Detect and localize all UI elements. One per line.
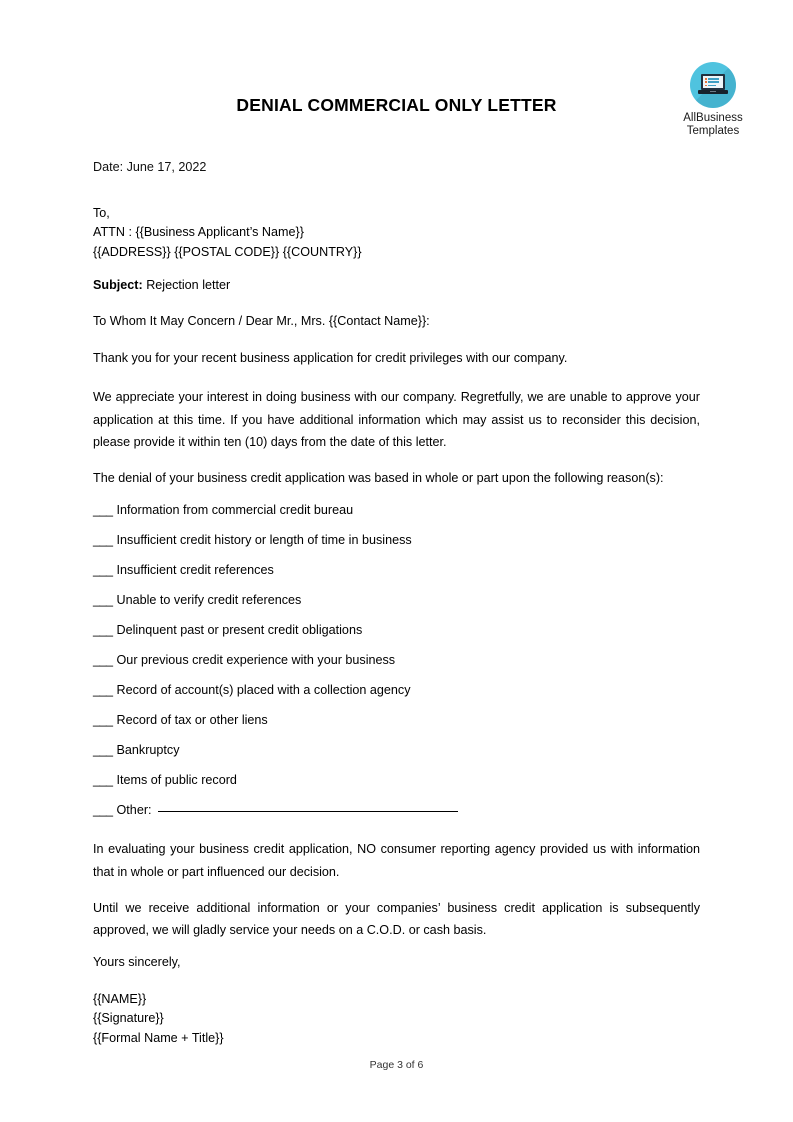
checklist-item-label: Record of account(s) placed with a collection agency xyxy=(116,683,411,698)
checklist-item[interactable] xyxy=(93,592,700,622)
checklist-item[interactable] xyxy=(93,742,700,772)
checklist-item[interactable] xyxy=(93,712,700,742)
paragraph-intro: Thank you for your recent business application for credit privileges with our company. xyxy=(93,351,568,366)
checklist-item[interactable] xyxy=(93,532,700,562)
checklist-blank[interactable]: ___ xyxy=(93,803,113,818)
checklist-blank[interactable]: ___ xyxy=(93,563,113,578)
checklist-blank[interactable]: ___ xyxy=(93,653,113,668)
document-bullet-icon xyxy=(705,78,707,80)
checklist-item-label: Record of tax or other liens xyxy=(116,713,268,728)
checklist-blank[interactable]: ___ xyxy=(93,503,113,518)
checklist-item-label: Bankruptcy xyxy=(116,743,180,758)
checklist-blank[interactable]: ___ xyxy=(93,743,113,758)
checklist-blank[interactable]: ___ xyxy=(93,773,113,788)
page-title: DENIAL COMMERCIAL ONLY LETTER xyxy=(236,95,557,115)
checklist-item[interactable] xyxy=(93,682,700,712)
paragraph-regret: We appreciate your interest in doing business with our company. Regretfully, we are unable to approve your application at this time. If you have additional information which may assist us to reconsider this decision, please provide it within ten (10) days from the date of this letter. xyxy=(93,389,700,450)
document-body xyxy=(93,158,700,1049)
logo-wordmark-line1: AllBusiness xyxy=(683,112,743,124)
subject-label: Subject: xyxy=(93,278,143,293)
signature-block xyxy=(93,990,700,1049)
paragraph-reasons-lead: The denial of your business credit application was based in whole or part upon the following reason(s): xyxy=(93,470,664,485)
subject-line xyxy=(93,278,700,292)
date-line: Date: June 17, 2022 xyxy=(93,160,207,174)
checklist-item-label: Information from commercial credit bureau xyxy=(116,503,354,518)
checklist-other-label: Other: xyxy=(116,803,152,818)
checklist-item-label: Insufficient credit history or length of time in business xyxy=(116,533,412,548)
signer-name: {{NAME}} xyxy=(93,991,147,1006)
recipient-address: {{ADDRESS}} {{POSTAL CODE}} {{COUNTRY}} xyxy=(93,244,362,259)
checklist-blank[interactable]: ___ xyxy=(93,623,113,638)
recipient-to: To, xyxy=(93,205,110,220)
recipient-attn: ATTN : {{Business Applicant’s Name}} xyxy=(93,225,304,240)
laptop-screen-frame xyxy=(701,74,725,90)
checklist-item[interactable] xyxy=(93,622,700,652)
checklist-item[interactable] xyxy=(93,562,700,592)
document-bullet-icon xyxy=(705,81,707,83)
checklist-item-label: Our previous credit experience with your business xyxy=(116,653,396,668)
checklist-item[interactable] xyxy=(93,772,700,802)
checklist-item-label: Insufficient credit references xyxy=(116,563,274,578)
checklist-item[interactable] xyxy=(93,502,700,532)
signer-formal-name: {{Formal Name + Title}} xyxy=(93,1030,224,1045)
other-fill-in-line[interactable] xyxy=(158,811,458,812)
checklist-blank[interactable]: ___ xyxy=(93,533,113,548)
sign-off: Yours sincerely, xyxy=(93,954,181,969)
paragraph-no-agency: In evaluating your business credit application, NO consumer reporting agency provided us with information that in whole or part influenced our decision. xyxy=(93,842,700,879)
checklist-item-label: Delinquent past or present credit obligations xyxy=(116,623,363,638)
document-line-icon xyxy=(708,85,716,87)
laptop-screen xyxy=(703,76,724,89)
signer-signature: {{Signature}} xyxy=(93,1011,164,1026)
document-line-icon xyxy=(708,78,719,80)
document-line-icon xyxy=(708,81,719,83)
subject-value: Rejection letter xyxy=(146,278,231,293)
checklist-item[interactable] xyxy=(93,652,700,682)
salutation: To Whom It May Concern / Dear Mr., Mrs. {{Contact Name}}: xyxy=(93,314,430,329)
laptop-touchpad xyxy=(710,91,716,93)
checklist-item-label: Unable to verify credit references xyxy=(116,593,302,608)
page-footer: Page 3 of 6 xyxy=(369,1059,424,1071)
document-bullet-icon xyxy=(705,85,707,87)
closing-block xyxy=(93,838,700,1048)
recipient-block xyxy=(93,204,700,263)
denial-reasons-checklist xyxy=(93,502,700,832)
paragraph-cod: Until we receive additional information or your companies’ business credit application is subsequently approved, we will gladly service your needs on a C.O.D. or cash basis. xyxy=(93,900,700,938)
checklist-item-label: Items of public record xyxy=(116,773,237,788)
checklist-item-other[interactable] xyxy=(93,802,700,832)
laptop-icon xyxy=(698,74,728,96)
checklist-blank[interactable]: ___ xyxy=(93,593,113,608)
checklist-blank[interactable]: ___ xyxy=(93,713,113,728)
checklist-blank[interactable]: ___ xyxy=(93,683,113,698)
logo-wordmark-line2: Templates xyxy=(686,125,740,137)
